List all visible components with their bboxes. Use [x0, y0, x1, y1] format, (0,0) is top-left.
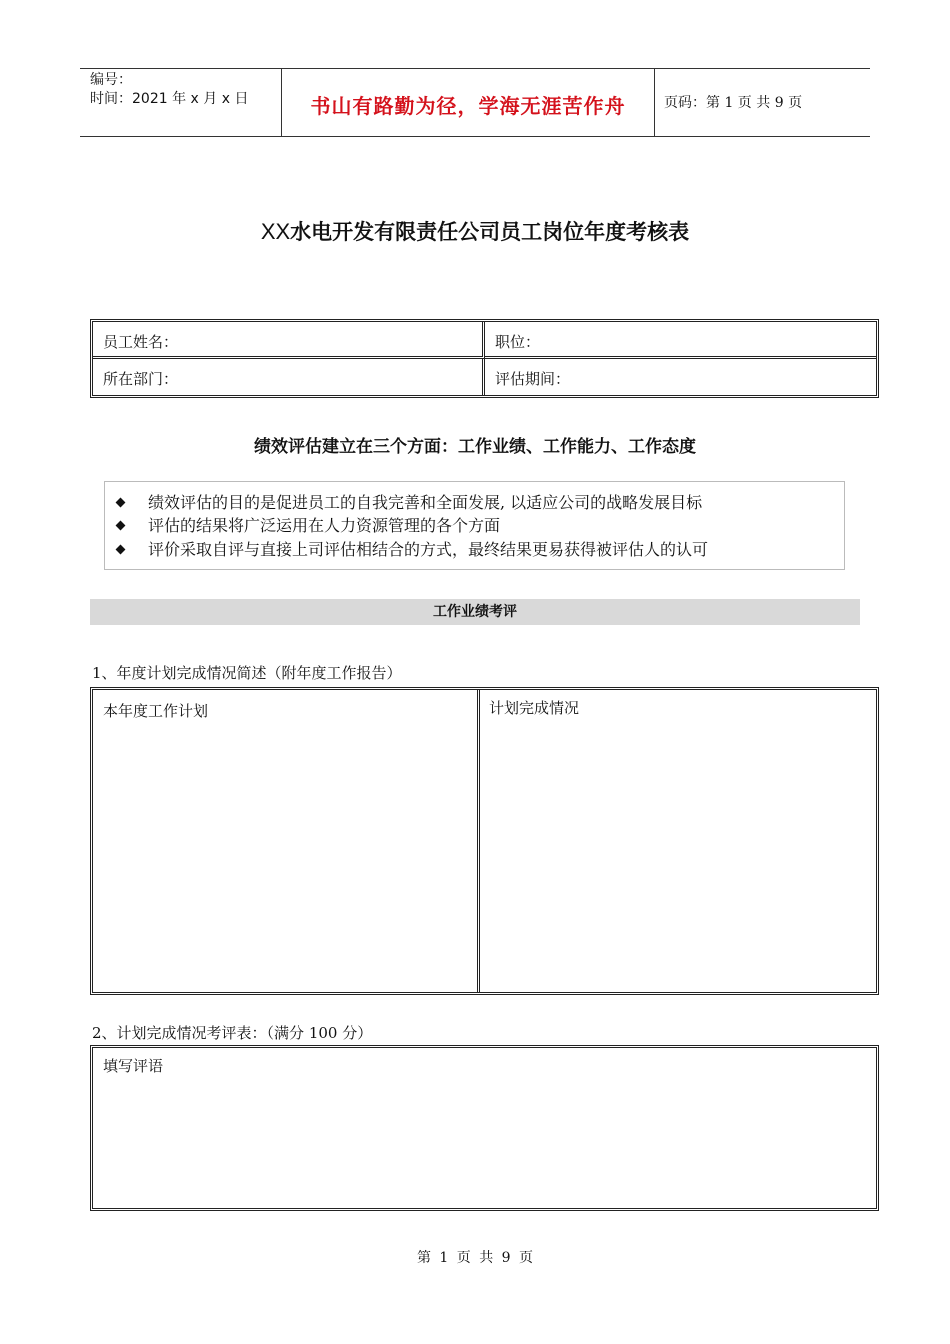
q2-label: 2、计划完成情况考评表：（满分 100 分） — [92, 1024, 373, 1042]
header-divider-right — [654, 68, 655, 136]
period-label: 评估期间： — [495, 370, 571, 388]
diamond-bullet-icon — [116, 498, 126, 508]
diamond-bullet-icon — [116, 545, 126, 555]
serial-label: 编号： — [90, 72, 132, 88]
header-top-rule — [80, 68, 870, 69]
comment-label: 填写评语 — [103, 1057, 164, 1075]
header-bottom-rule — [80, 136, 870, 137]
position-cell[interactable] — [485, 322, 876, 359]
position-label: 职位： — [495, 333, 541, 351]
motto: 书山有路勤为径，学海无涯苦作舟 — [310, 94, 626, 118]
note-text: 评估的结果将广泛运用在人力资源管理的各个方面 — [148, 516, 501, 535]
employee-name-cell[interactable] — [93, 322, 485, 359]
department-cell[interactable] — [93, 359, 485, 395]
note-text: 绩效评估的目的是促进员工的自我完善和全面发展, 以适应公司的战略发展目标 — [148, 493, 703, 512]
department-label: 所在部门： — [103, 370, 179, 388]
page-info: 页码：第 1 页 共 9 页 — [664, 95, 803, 111]
comment-field[interactable] — [90, 1045, 879, 1211]
plan-completion-field[interactable] — [480, 690, 876, 992]
notes-box — [104, 481, 845, 570]
page-footer: 第 1 页 共 9 页 — [416, 1250, 534, 1266]
period-cell[interactable] — [485, 359, 876, 395]
employee-info-table — [90, 319, 879, 398]
plan-completion-label: 计划完成情况 — [489, 699, 580, 717]
employee-name-label: 员工姓名： — [103, 333, 179, 351]
note-text: 评价采取自评与直接上司评估相结合的方式，最终结果更易获得被评估人的认可 — [148, 540, 709, 559]
annual-plan-field[interactable] — [93, 690, 480, 992]
note-item — [117, 490, 702, 513]
q1-table — [90, 687, 879, 995]
aspects-heading: 绩效评估建立在三个方面：工作业绩、工作能力、工作态度 — [254, 437, 696, 457]
page-title — [0, 216, 950, 246]
note-item — [117, 513, 500, 536]
q1-label: 1、年度计划完成情况简述（附年度工作报告） — [92, 664, 402, 682]
comment-cell — [93, 1048, 163, 1076]
section-band: 工作业绩考评 — [90, 599, 860, 625]
time-label: 时间：2021 年 x 月 x 日 — [90, 91, 249, 107]
diamond-bullet-icon — [116, 521, 126, 531]
title-text: 水电开发有限责任公司员工岗位年度考核表 — [290, 219, 690, 244]
title-prefix: XX — [260, 219, 291, 244]
note-item — [117, 537, 708, 560]
annual-plan-label: 本年度工作计划 — [103, 702, 209, 720]
